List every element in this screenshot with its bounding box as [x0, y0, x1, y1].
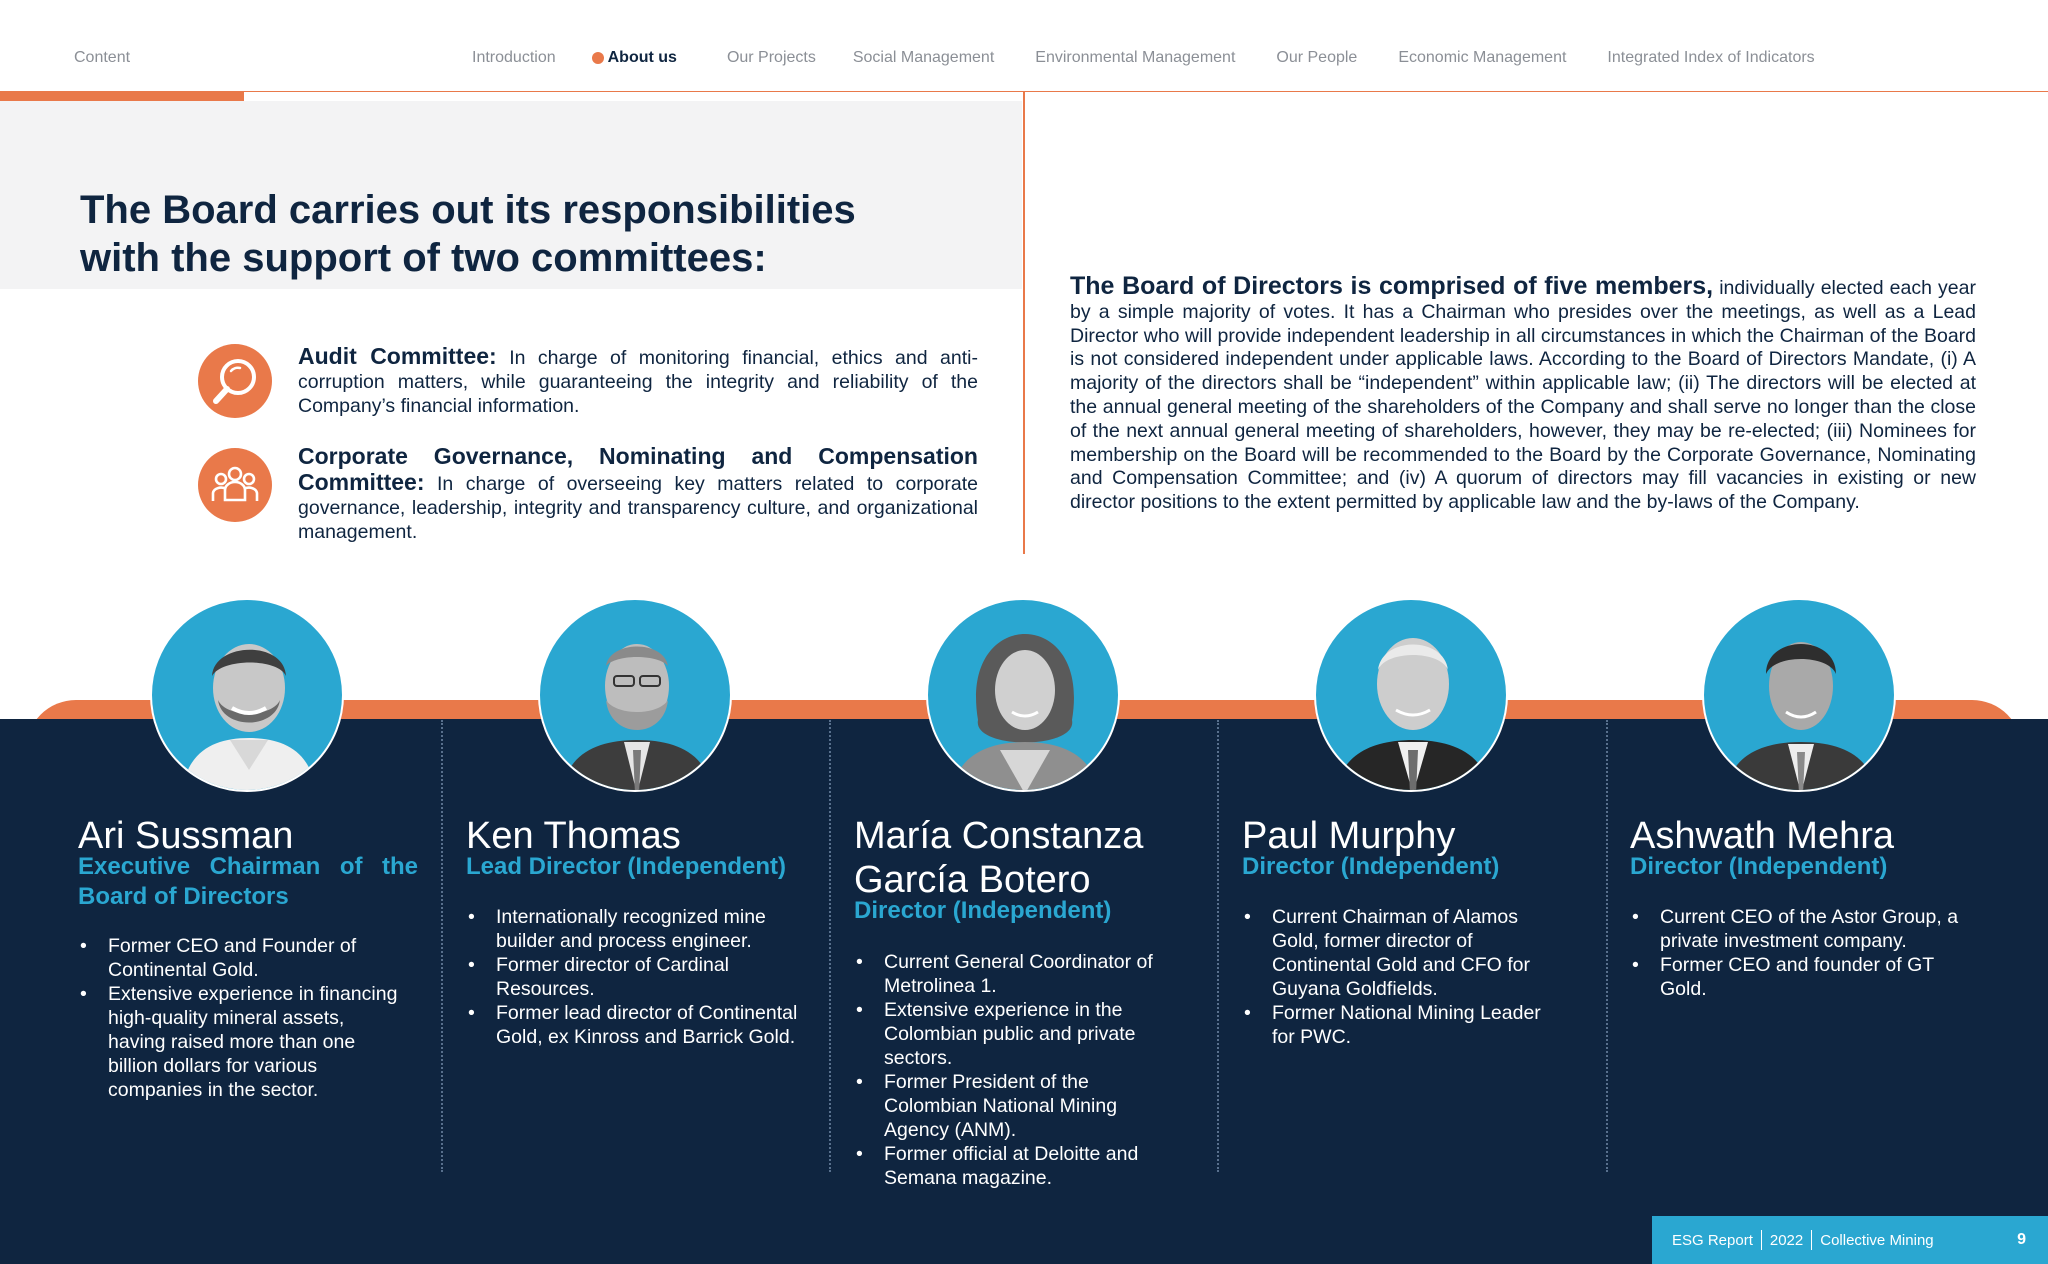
nav-item-label: Our People: [1276, 49, 1358, 66]
footer-year: 2022: [1769, 1231, 1804, 1249]
footer-report: ESG Report: [1672, 1231, 1753, 1249]
portrait-photo: [538, 598, 732, 792]
column-divider: [1023, 92, 1025, 554]
member-name-line1: María Constanza: [854, 815, 1144, 857]
magnifier-icon: [198, 344, 272, 418]
nav-item-our-projects[interactable]: [727, 49, 816, 67]
nav-item-integrated-index[interactable]: [1607, 49, 1814, 67]
nav-item-label: Integrated Index of Indicators: [1607, 49, 1815, 66]
portrait-photo: [1314, 598, 1508, 792]
nav-item-environmental-management[interactable]: [1035, 49, 1235, 67]
people-group-icon: [198, 448, 272, 522]
list-item: • Current CEO of the Astor Group, a private investment company.: [1630, 905, 1960, 953]
list-item: • Former National Mining Leader for PWC.: [1242, 1001, 1562, 1049]
nav-item-introduction[interactable]: [472, 49, 556, 67]
member-name: Paul Murphy: [1242, 815, 1456, 857]
member-divider: [1217, 720, 1219, 1172]
nav-accent-bar: [0, 91, 244, 101]
list-item: • Extensive experience in the Colombian public and private sectors.: [854, 998, 1184, 1070]
audit-committee-text: [298, 344, 978, 418]
member-title: Director (Independent): [854, 897, 1112, 924]
nav-item-economic-management[interactable]: [1398, 49, 1566, 67]
page-title-line2: with the support of two committees:: [80, 236, 767, 280]
nav-item-about-us[interactable]: [592, 49, 677, 67]
member-title: Lead Director (Independent): [466, 853, 787, 880]
member-divider: [1606, 720, 1608, 1172]
nav-item-our-people[interactable]: [1276, 49, 1357, 67]
list-item: • Former official at Deloitte and Semana magazine.: [854, 1142, 1184, 1190]
list-item: • Current Chairman of Alamos Gold, former director of Continental Gold and CFO for Guyana Goldfields.: [1242, 905, 1562, 1001]
member-divider: [441, 720, 443, 1172]
nav-item-label: Our Projects: [726, 49, 816, 66]
member-title: Executive Chairman of the Board of Directors: [78, 853, 418, 910]
list-item: • Former lead director of Continental Gold, ex Kinross and Barrick Gold.: [466, 1001, 806, 1049]
list-item: • Former CEO and Founder of Continental Gold.: [78, 934, 398, 982]
nav-item-social-management[interactable]: [853, 49, 994, 67]
nav-item-label: Introduction: [472, 49, 556, 66]
nav-menu: [472, 49, 1815, 67]
committee-description: In charge of monitoring financial, ethics and anti-corruption matters, while guaranteeing the integrity and reliability of the Company’s financial information.: [298, 347, 978, 417]
page-title: [80, 186, 856, 282]
member-name: [854, 814, 1143, 902]
committee-name: Corporate Governance, Nominating and Compensation Committee:: [298, 443, 978, 495]
list-item: • Extensive experience in financing high-quality mineral assets, having raised more than one billion dollars for various companies in the sector.: [78, 982, 398, 1102]
committee-name: Audit Committee:: [298, 343, 497, 369]
nav-content-link[interactable]: Content: [74, 49, 131, 66]
list-item: • Former director of Cardinal Resources.: [466, 953, 806, 1001]
list-item: • Internationally recognized mine builder and process engineer.: [466, 905, 806, 953]
nav-item-label: About us: [607, 49, 677, 66]
board-composition-paragraph: [1070, 272, 1976, 515]
governance-committee-text: [298, 444, 978, 544]
member-divider: [829, 720, 831, 1172]
nav-item-label: Economic Management: [1398, 49, 1567, 66]
member-bullets: [1242, 905, 1562, 1049]
list-item: • Former CEO and founder of GT Gold.: [1630, 953, 1960, 1001]
page-number: 9: [2017, 1231, 2026, 1248]
member-name-line2: García Botero: [854, 859, 1091, 901]
list-item: • Current General Coordinator of Metrolinea 1.: [854, 950, 1184, 998]
list-item: • Former President of the Colombian National Mining Agency (ANM).: [854, 1070, 1184, 1142]
member-bullets: [466, 905, 806, 1049]
portrait-photo: [1702, 598, 1896, 792]
member-title: Director (Independent): [1630, 853, 1888, 880]
portrait-photo: [150, 598, 344, 792]
footer-company: Collective Mining: [1820, 1231, 1934, 1249]
member-name: Ken Thomas: [466, 815, 681, 857]
member-bullets: [78, 934, 398, 1102]
portrait-photo: [926, 598, 1120, 792]
committee-description: In charge of overseeing key matters related to corporate governance, leadership, integrity and transparency culture, and organizational management.: [298, 473, 978, 543]
top-navigation: [0, 0, 2048, 92]
board-body-text: individually elected each year by a simple majority of votes. It has a Chairman who presides over the meetings, as well as a Lead Director who will provide independent leadership in all circumstances in which the Chairman of the Board is not considered independent under applicable laws. According to the Board of Directors Mandate, (i) A majority of the directors shall be “independent” within applicable law; (ii) The directors will be elected at the annual general meeting of the shareholders of the Company and shall serve no longer than the close of the next annual general meeting of shareholders, however, they may be re-elected; (iii) Nominees for membership on the Board will be recommended to the Board by the Corporate Governance, Nominating and Compensation Committee; and (iv) A quorum of directors may fill vacancies in existing or new director positions to the extent permitted by applicable law and the by-laws of the Company.: [1070, 277, 1976, 514]
board-lead-text: The Board of Directors is comprised of five members,: [1070, 272, 1714, 300]
member-title: Director (Independent): [1242, 853, 1500, 880]
member-name: Ashwath Mehra: [1630, 815, 1895, 857]
active-dot-icon: [592, 52, 604, 64]
nav-item-label: Social Management: [852, 49, 995, 66]
member-name: Ari Sussman: [78, 815, 294, 857]
footer-badge: [1652, 1216, 2048, 1264]
member-bullets: [1630, 905, 1960, 1001]
member-bullets: [854, 950, 1184, 1190]
nav-item-label: Environmental Management: [1035, 49, 1236, 66]
page-title-line1: The Board carries out its responsibilities: [80, 188, 856, 232]
